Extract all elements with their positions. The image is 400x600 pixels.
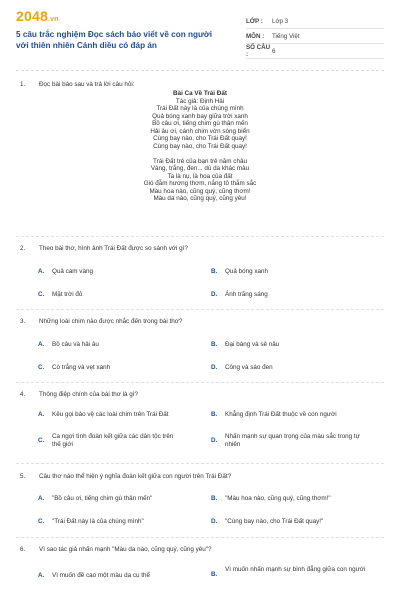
poem-line: Trái Đất này là của chúng mình <box>156 105 244 112</box>
question-number: 1. <box>20 81 26 88</box>
question-text: Đọc bài báo sau và trả lời câu hỏi: <box>39 81 135 88</box>
question-divider <box>16 236 384 237</box>
option-c[interactable] <box>38 433 178 449</box>
poem-line: Cùng bay nào, cho Trái Đất quay! <box>153 135 247 142</box>
option-text: Quả bóng xanh <box>225 268 269 275</box>
poem-line: Tác giả: Định Hải <box>175 97 225 105</box>
poem-line: Màu hoa nào, cũng quý, cũng thơm! <box>149 187 251 195</box>
option-text: Vì muốn đề cao một màu da cụ thể <box>52 572 151 579</box>
option-letter: A. <box>38 268 45 275</box>
poem-line: Màu da nào, cũng quý, cũng yêu! <box>153 195 247 202</box>
option-letter: A. <box>38 495 45 502</box>
option-text: Bồ câu và hải âu <box>52 341 99 348</box>
poem-line: Quả bóng xanh bay giữa trời xanh <box>152 112 248 120</box>
poem-line: Gió đẫm hương thơm, nắng tô thắm sắc <box>143 180 257 187</box>
meta-value: Tiếng Việt <box>272 32 300 40</box>
option-c[interactable] <box>38 518 208 526</box>
option-text: "Màu hoa nào, cũng quý, cũng thơm!" <box>225 495 331 502</box>
question-text: Những loài chim nào được nhắc đến trong bài thơ? <box>39 318 183 325</box>
option-text: Công và sáo đen <box>225 364 273 371</box>
option-a[interactable] <box>38 268 208 276</box>
option-b[interactable] <box>211 566 371 579</box>
poem <box>0 90 400 203</box>
option-letter: B. <box>211 341 218 348</box>
option-b[interactable] <box>211 341 386 349</box>
option-letter: B. <box>211 495 218 502</box>
quiz-title: 5 câu trắc nghiệm Đọc sách báo viết về con người với thiên nhiên Cánh diều có đáp án <box>16 30 213 50</box>
option-letter: D. <box>211 364 218 371</box>
question-divider <box>16 463 384 464</box>
option-d[interactable] <box>211 364 386 372</box>
page-header <box>16 8 384 56</box>
question-number: 2. <box>20 245 26 252</box>
option-d[interactable] <box>211 433 371 449</box>
option-letter: D. <box>211 291 218 298</box>
question-divider <box>16 309 384 310</box>
option-b[interactable] <box>211 268 386 276</box>
option-letter: C. <box>38 291 45 298</box>
question-number: 6. <box>20 546 26 553</box>
option-letter: B. <box>211 571 218 578</box>
option-letter: A. <box>38 572 45 579</box>
question-text: Thông điệp chính của bài thơ là gì? <box>39 391 139 398</box>
option-d[interactable] <box>211 291 386 299</box>
option-letter: B. <box>211 268 218 275</box>
option-letter: A. <box>38 411 45 418</box>
option-text: Cò trắng và vẹt xanh <box>52 364 111 371</box>
option-b[interactable] <box>211 495 386 503</box>
option-letter: A. <box>38 341 45 348</box>
question-text: Vì sao tác giả nhấn mạnh "Màu da nào, cũng quý, cũng yêu"? <box>39 546 212 553</box>
option-letter: B. <box>211 411 218 418</box>
option-d[interactable] <box>211 518 386 526</box>
option-c[interactable] <box>38 364 208 372</box>
option-text: Vì muốn nhấn mạnh sự bình đẳng giữa con người <box>225 566 366 573</box>
poem-stanza-gap <box>0 150 400 158</box>
meta-key: MÔN : <box>246 32 265 40</box>
poem-line: Bồ câu ơi, tiếng chim gù thân mến <box>152 120 248 127</box>
poem-title: Bài Ca Về Trái Đất <box>173 90 227 97</box>
option-text: "Trái Đất này là của chúng mình" <box>52 518 144 525</box>
quiz-meta <box>246 14 384 59</box>
site-logo[interactable] <box>16 8 59 24</box>
option-text: Mặt trời đỏ <box>52 291 83 298</box>
poem-line: Vàng, trắng, đen... dù da khác màu <box>150 165 250 172</box>
option-b[interactable] <box>211 411 386 419</box>
question-divider <box>16 537 384 538</box>
option-text: Ánh trăng sáng <box>225 291 268 298</box>
option-text: Ca ngợi tình đoàn kết giữa các dân tộc trên thế giới <box>52 433 174 448</box>
option-text: "Cùng bay nào, cho Trái Đất quay!" <box>225 518 324 525</box>
option-letter: C. <box>38 518 45 525</box>
poem-line: Hải âu ơi, cánh chim vờn sóng biển <box>150 127 250 135</box>
option-letter: C. <box>38 437 45 444</box>
meta-value: Lớp 3 <box>272 17 289 25</box>
meta-row-grade <box>246 14 384 29</box>
option-a[interactable] <box>38 341 208 349</box>
meta-key: SỐ CÂU : <box>246 44 271 58</box>
question-text: Câu thơ nào thể hiện ý nghĩa đoàn kết giữa con người trên Trái Đất? <box>39 473 232 480</box>
meta-key: LỚP : <box>246 17 263 25</box>
logo-text: 2048 <box>16 8 48 24</box>
question-number: 3. <box>20 318 26 325</box>
meta-row-subject <box>246 29 384 44</box>
option-letter: C. <box>38 364 45 371</box>
header-divider <box>16 70 384 71</box>
meta-row-count <box>246 44 384 59</box>
option-text: Đại bàng và sẻ nâu <box>225 341 280 348</box>
option-text: Nhấn mạnh sự quan trọng của màu sắc trong tự nhiên <box>225 433 360 448</box>
question-number: 4. <box>20 391 26 398</box>
option-text: "Bồ câu ơi, tiếng chim gù thân mến" <box>52 495 153 502</box>
poem-line: Trái Đất trẻ của bạn trẻ năm châu <box>153 157 247 165</box>
option-c[interactable] <box>38 291 208 299</box>
option-text: Kêu gọi bảo vệ các loài chim trên Trái Đất <box>52 411 169 418</box>
option-text: Khẳng định Trái Đất thuộc về con người <box>225 411 337 418</box>
option-a[interactable] <box>38 495 208 503</box>
option-text: Quả cam vàng <box>52 268 93 275</box>
option-letter: D. <box>211 437 218 444</box>
poem-line: Cùng bay nào, cho Trái Đất quay! <box>153 142 247 150</box>
option-letter: D. <box>211 518 218 525</box>
question-text: Theo bài thơ, hình ảnh Trái Đất được so sánh với gì? <box>39 245 188 252</box>
poem-line: Ta là nụ, là hoa của đất <box>167 172 233 180</box>
option-a[interactable] <box>38 572 208 580</box>
question-number: 5. <box>20 473 26 480</box>
logo-suffix: .vn <box>47 16 59 23</box>
question-divider <box>16 382 384 383</box>
option-a[interactable] <box>38 411 208 419</box>
meta-value: 6 <box>272 47 276 55</box>
